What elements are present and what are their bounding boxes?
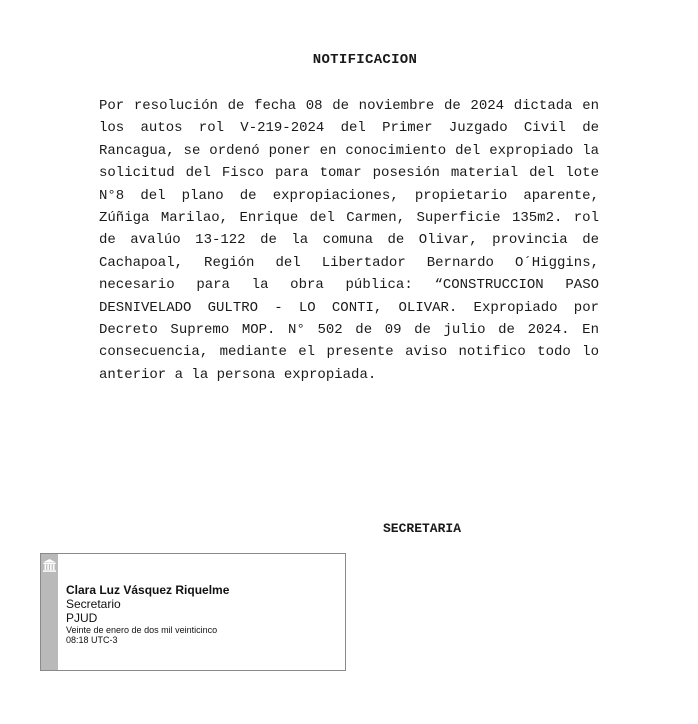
body-line: Decreto Supremo MOP. N° 502 de 09 de julio de 2024. En	[99, 322, 599, 339]
signature-time: 08:18 UTC-3	[66, 635, 118, 645]
body-line: Zúñiga Marilao, Enrique del Carmen, Superficie 135m2. rol	[99, 210, 599, 227]
body-line: N°8 del plano de expropiaciones, propietario aparente,	[99, 187, 599, 204]
body-line: anterior a la persona expropiada.	[99, 366, 377, 383]
body-line: Cachapoal, Región del Libertador Bernardo O´Higgins,	[99, 254, 599, 271]
body-line: los autos rol V-219-2024 del Primer Juzgado Civil de	[99, 120, 599, 137]
courthouse-icon	[42, 558, 57, 573]
signer-title: SECRETARIA	[383, 521, 462, 536]
body-line: consecuencia, mediante el presente aviso notifico todo lo	[99, 344, 599, 361]
body-line: necesario para la obra pública: “CONSTRUCCION PASO	[99, 277, 599, 294]
document-title: NOTIFICACION	[312, 52, 418, 68]
signer-name: Clara Luz Vásquez Riquelme	[66, 583, 230, 597]
signature-date: Veinte de enero de dos mil veinticinco	[66, 625, 218, 635]
signature-side-strip	[41, 554, 58, 670]
signer-organization: PJUD	[66, 611, 98, 625]
body-line: DESNIVELADO GULTRO - LO CONTI, OLIVAR. Expropiado por	[99, 299, 599, 316]
body-line: Rancagua, se ordenó poner en conocimiento del expropiado la	[99, 142, 599, 159]
signature-details	[66, 583, 229, 645]
electronic-signature-box	[40, 553, 346, 671]
body-line: de avalúo 13-122 de la comuna de Olivar, provincia de	[99, 232, 599, 249]
body-line: solicitud del Fisco para tomar posesión material del lote	[99, 165, 599, 182]
body-line: Por resolución de fecha 08 de noviembre de 2024 dictada en	[99, 98, 599, 114]
notification-body	[99, 95, 599, 386]
signer-role: Secretario	[66, 597, 121, 611]
